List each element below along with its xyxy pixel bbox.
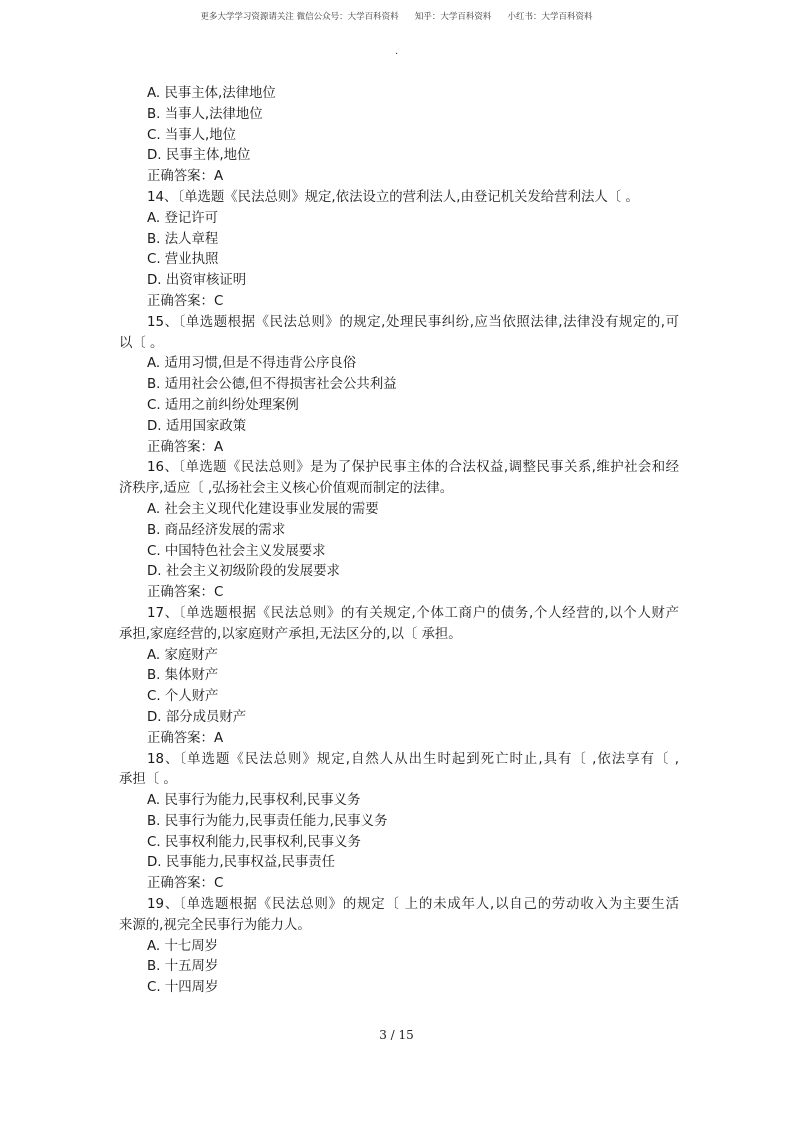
answer-option: C. 中国特色社会主义发展要求 (147, 543, 326, 559)
question-stem: 18、〔单选题《民法总则》规定,自然人从出生时起到死亡时止,具有〔 ,依法享有〔 , (147, 751, 679, 767)
answer-option: C. 营业执照 (147, 252, 219, 268)
answer-option: A. 十七周岁 (147, 938, 218, 954)
question-stem: 15、〔单选题根据《民法总则》的规定,处理民事纠纷,应当依照法律,法律没有规定的,可 (147, 314, 679, 330)
correct-answer: 正确答案：C (147, 293, 224, 309)
answer-option: A. 民事主体,法律地位 (147, 86, 276, 101)
answer-option: A. 社会主义现代化建设事业发展的需要 (147, 501, 379, 517)
question-stem-continued: 以〔 。 (119, 335, 164, 351)
answer-option: A. 民事行为能力,民事权利,民事义务 (147, 793, 361, 809)
correct-answer: 正确答案：A (147, 169, 224, 185)
answer-option: C. 个人财产 (147, 689, 219, 705)
page-number: 3 / 15 (379, 1028, 414, 1042)
answer-option: C. 当事人,地位 (147, 127, 237, 143)
answer-option: A. 家庭财产 (147, 647, 218, 663)
correct-answer: 正确答案：A (147, 439, 224, 455)
answer-option: D. 民事能力,民事权益,民事责任 (147, 855, 336, 871)
answer-option: B. 民事行为能力,民事责任能力,民事义务 (147, 813, 388, 829)
question-stem: 14、〔单选题《民法总则》规定,依法设立的营利法人,由登记机关发给营利法人〔 。 (147, 189, 639, 205)
question-stem: 17、〔单选题根据《民法总则》的有关规定,个体工商户的债务,个人经营的,以个人财产 (147, 605, 679, 621)
header-dot: . (395, 46, 399, 57)
correct-answer: 正确答案：C (147, 585, 224, 601)
answer-option: D. 适用国家政策 (147, 418, 247, 434)
answer-option: D. 民事主体,地位 (147, 148, 251, 164)
answer-option: A. 登记许可 (147, 210, 218, 226)
answer-option: B. 法人章程 (147, 231, 219, 247)
answer-option: A. 适用习惯,但是不得违背公序良俗 (147, 356, 357, 372)
answer-option: B. 十五周岁 (147, 959, 219, 975)
answer-option: D. 社会主义初级阶段的发展要求 (147, 564, 340, 580)
question-stem-continued: 济秩序,适应〔 ,弘扬社会主义核心价值观而制定的法律。 (119, 481, 454, 497)
answer-option: C. 民事权利能力,民事权利,民事义务 (147, 834, 361, 850)
question-stem-continued: 来源的,视完全民事行为能力人。 (119, 917, 311, 933)
answer-option: D. 出资审核证明 (147, 273, 247, 289)
answer-option: B. 商品经济发展的需求 (147, 522, 286, 538)
question-stem-continued: 承担〔 。 (119, 772, 177, 788)
question-stem: 19、〔单选题根据《民法总则》的规定〔 上的未成年人,以自己的劳动收入为主要生活 (147, 897, 679, 913)
answer-option: C. 适用之前纠纷处理案例 (147, 397, 299, 413)
correct-answer: 正确答案：A (147, 730, 224, 746)
correct-answer: 正确答案：C (147, 876, 224, 892)
answer-option: B. 当事人,法律地位 (147, 106, 263, 122)
question-stem: 16、〔单选题《民法总则》是为了保护民事主体的合法权益,调整民事关系,维护社会和经 (147, 460, 679, 476)
header-banner: 更多大学学习资源请关注 微信公众号：大学百科资料 知乎：大学百科资料 小红书：大学百科资料 (200, 12, 593, 22)
answer-option: B. 适用社会公德,但不得损害社会公共利益 (147, 377, 397, 393)
document-body (119, 84, 679, 999)
answer-option: C. 十四周岁 (147, 980, 219, 996)
answer-option: B. 集体财产 (147, 668, 219, 684)
answer-option: D. 部分成员财产 (147, 709, 247, 725)
question-stem-continued: 承担,家庭经营的,以家庭财产承担,无法区分的,以〔 承担。 (119, 626, 462, 642)
